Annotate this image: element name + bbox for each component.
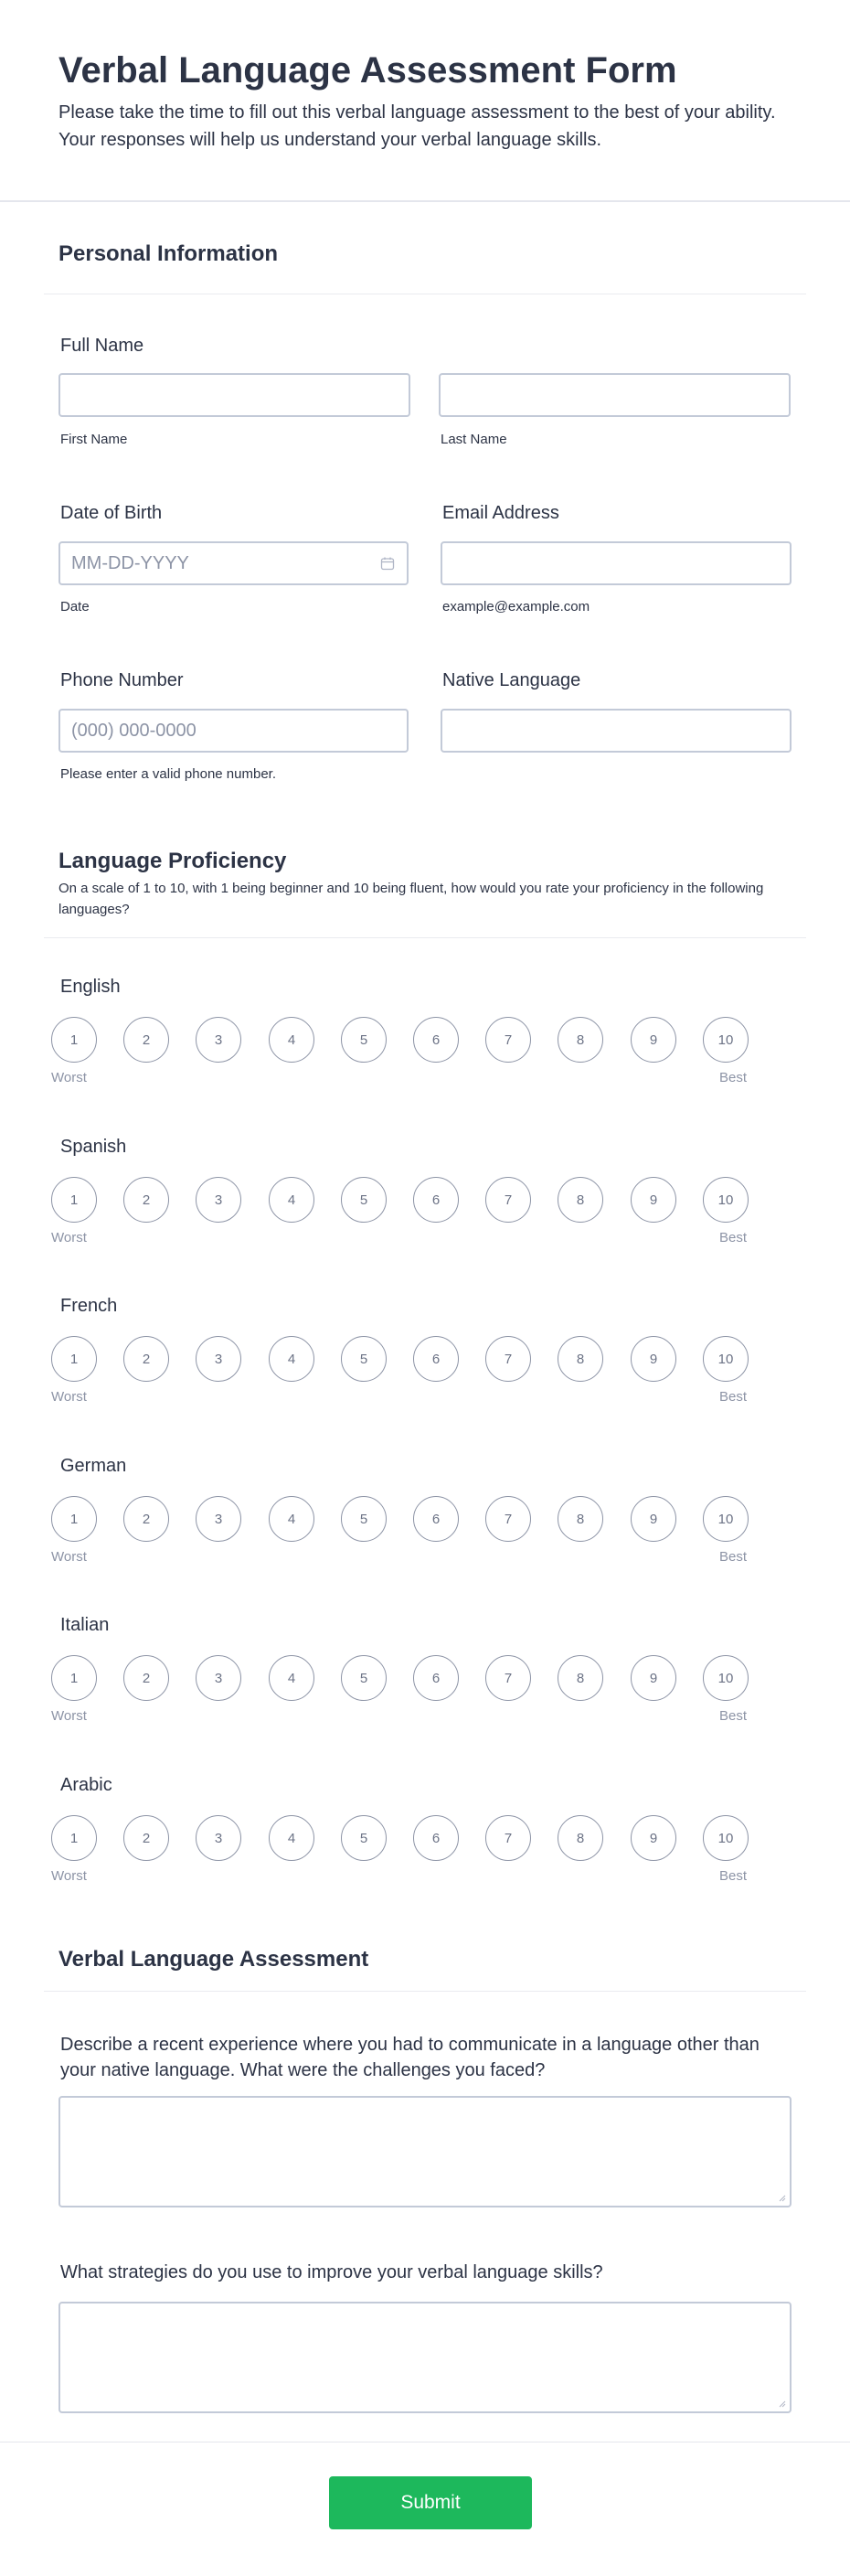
rating-option[interactable]: 8: [558, 1655, 603, 1701]
rating-best-label: Best: [719, 1070, 748, 1085]
rating-option[interactable]: 6: [413, 1655, 459, 1701]
rating-option[interactable]: 8: [558, 1336, 603, 1382]
rating-option[interactable]: 3: [196, 1655, 241, 1701]
rating-option[interactable]: 7: [485, 1815, 531, 1861]
rating-option[interactable]: 5: [341, 1496, 387, 1542]
question-1-label: Describe a recent experience where you had to communicate in a language other than your native language. What were the challenges you faced?: [60, 2035, 760, 2080]
rating-scale-english: [51, 1017, 764, 1090]
rating-option[interactable]: 3: [196, 1496, 241, 1542]
rating-option[interactable]: 9: [631, 1815, 676, 1861]
rating-option[interactable]: 1: [51, 1177, 97, 1223]
question-1-textarea[interactable]: [58, 2096, 792, 2207]
rating-option[interactable]: 7: [485, 1017, 531, 1063]
proficiency-header: [44, 849, 806, 938]
rating-option[interactable]: 5: [341, 1655, 387, 1701]
proficiency-title: Language Proficiency: [58, 849, 287, 873]
full-name-label: Full Name: [60, 336, 144, 356]
form-header: [0, 0, 850, 202]
native-language-label: Native Language: [442, 670, 581, 690]
rating-option[interactable]: 9: [631, 1655, 676, 1701]
rating-option[interactable]: 8: [558, 1017, 603, 1063]
rating-option[interactable]: 6: [413, 1017, 459, 1063]
resize-grip-icon[interactable]: [777, 2399, 786, 2408]
email-sublabel: example@example.com: [442, 599, 590, 615]
native-language-input[interactable]: [441, 709, 792, 753]
first-name-sublabel: First Name: [60, 432, 128, 447]
rating-best-label: Best: [719, 1389, 748, 1405]
rating-option[interactable]: 1: [51, 1815, 97, 1861]
rating-worst-label: Worst: [51, 1868, 87, 1884]
resize-grip-icon[interactable]: [777, 2193, 786, 2202]
rating-option[interactable]: 8: [558, 1496, 603, 1542]
rating-option[interactable]: 2: [123, 1815, 169, 1861]
rating-worst-label: Worst: [51, 1549, 87, 1565]
rating-best-label: Best: [719, 1230, 748, 1245]
rating-option[interactable]: 4: [269, 1815, 314, 1861]
rating-label-arabic: Arabic: [60, 1775, 112, 1795]
rating-option[interactable]: 4: [269, 1177, 314, 1223]
submit-button[interactable]: Submit: [329, 2476, 532, 2529]
rating-option[interactable]: 2: [123, 1017, 169, 1063]
rating-option[interactable]: 3: [196, 1815, 241, 1861]
rating-scale-arabic: [51, 1815, 764, 1888]
assessment-header: [44, 1947, 806, 1992]
phone-sublabel: Please enter a valid phone number.: [60, 766, 276, 782]
rating-label-english: English: [60, 977, 121, 997]
rating-option[interactable]: 6: [413, 1336, 459, 1382]
rating-label-italian: Italian: [60, 1615, 110, 1635]
question-2-label: What strategies do you use to improve your verbal language skills?: [60, 2262, 603, 2282]
calendar-icon[interactable]: [380, 556, 395, 571]
rating-option[interactable]: 5: [341, 1177, 387, 1223]
rating-option[interactable]: 2: [123, 1496, 169, 1542]
rating-option[interactable]: 3: [196, 1177, 241, 1223]
rating-option[interactable]: 5: [341, 1017, 387, 1063]
rating-option[interactable]: 10: [703, 1496, 749, 1542]
rating-scale-german: [51, 1496, 764, 1569]
rating-scale-italian: [51, 1655, 764, 1728]
rating-option[interactable]: 9: [631, 1496, 676, 1542]
rating-option[interactable]: 1: [51, 1017, 97, 1063]
rating-scale-french: [51, 1336, 764, 1409]
rating-worst-label: Worst: [51, 1070, 87, 1085]
rating-option[interactable]: 9: [631, 1017, 676, 1063]
rating-worst-label: Worst: [51, 1389, 87, 1405]
rating-option[interactable]: 1: [51, 1655, 97, 1701]
rating-option[interactable]: 1: [51, 1336, 97, 1382]
phone-label: Phone Number: [60, 670, 184, 690]
rating-option[interactable]: 10: [703, 1815, 749, 1861]
rating-option[interactable]: 4: [269, 1496, 314, 1542]
rating-option[interactable]: 7: [485, 1177, 531, 1223]
rating-option[interactable]: 1: [51, 1496, 97, 1542]
first-name-input[interactable]: [58, 373, 410, 417]
personal-info-title: Personal Information: [58, 241, 279, 266]
rating-option[interactable]: 9: [631, 1177, 676, 1223]
rating-option[interactable]: 8: [558, 1815, 603, 1861]
rating-option[interactable]: 2: [123, 1177, 169, 1223]
rating-label-spanish: Spanish: [60, 1137, 127, 1157]
form-title: Verbal Language Assessment Form: [58, 50, 677, 91]
rating-option[interactable]: 3: [196, 1017, 241, 1063]
rating-worst-label: Worst: [51, 1230, 87, 1245]
rating-option[interactable]: 10: [703, 1655, 749, 1701]
rating-option[interactable]: 6: [413, 1496, 459, 1542]
rating-scale-spanish: [51, 1177, 764, 1250]
rating-option[interactable]: 2: [123, 1655, 169, 1701]
rating-option[interactable]: 8: [558, 1177, 603, 1223]
rating-option[interactable]: 4: [269, 1017, 314, 1063]
assessment-title: Verbal Language Assessment: [58, 1947, 369, 1972]
rating-option[interactable]: 4: [269, 1655, 314, 1701]
email-input[interactable]: [441, 541, 792, 585]
rating-option[interactable]: 7: [485, 1496, 531, 1542]
rating-option[interactable]: 2: [123, 1336, 169, 1382]
rating-option[interactable]: 7: [485, 1655, 531, 1701]
rating-option[interactable]: 6: [413, 1815, 459, 1861]
rating-option[interactable]: 6: [413, 1177, 459, 1223]
form-description: Please take the time to fill out this verbal language assessment to the best of your ability. Your responses will help us understand your verbal language skills.: [58, 102, 776, 150]
question-2-textarea[interactable]: [58, 2302, 792, 2413]
rating-option[interactable]: 10: [703, 1336, 749, 1382]
rating-option[interactable]: 3: [196, 1336, 241, 1382]
rating-label-french: French: [60, 1296, 118, 1316]
rating-option[interactable]: 7: [485, 1336, 531, 1382]
last-name-sublabel: Last Name: [441, 432, 507, 447]
email-label: Email Address: [442, 503, 559, 523]
rating-option[interactable]: 4: [269, 1336, 314, 1382]
rating-option[interactable]: 10: [703, 1177, 749, 1223]
last-name-input[interactable]: [439, 373, 791, 417]
rating-option[interactable]: 5: [341, 1336, 387, 1382]
dob-sublabel: Date: [60, 599, 90, 615]
rating-best-label: Best: [719, 1868, 748, 1884]
rating-option[interactable]: 10: [703, 1017, 749, 1063]
rating-best-label: Best: [719, 1708, 748, 1724]
phone-input[interactable]: [58, 709, 409, 753]
rating-option[interactable]: 9: [631, 1336, 676, 1382]
personal-info-header: [44, 241, 806, 294]
dob-label: Date of Birth: [60, 503, 163, 523]
rating-worst-label: Worst: [51, 1708, 87, 1724]
rating-label-german: German: [60, 1456, 127, 1476]
rating-best-label: Best: [719, 1549, 748, 1565]
rating-option[interactable]: 5: [341, 1815, 387, 1861]
dob-input[interactable]: [58, 541, 409, 585]
proficiency-subtitle: On a scale of 1 to 10, with 1 being beginner and 10 being fluent, how would you rate your proficiency in the following languages?: [58, 881, 764, 917]
